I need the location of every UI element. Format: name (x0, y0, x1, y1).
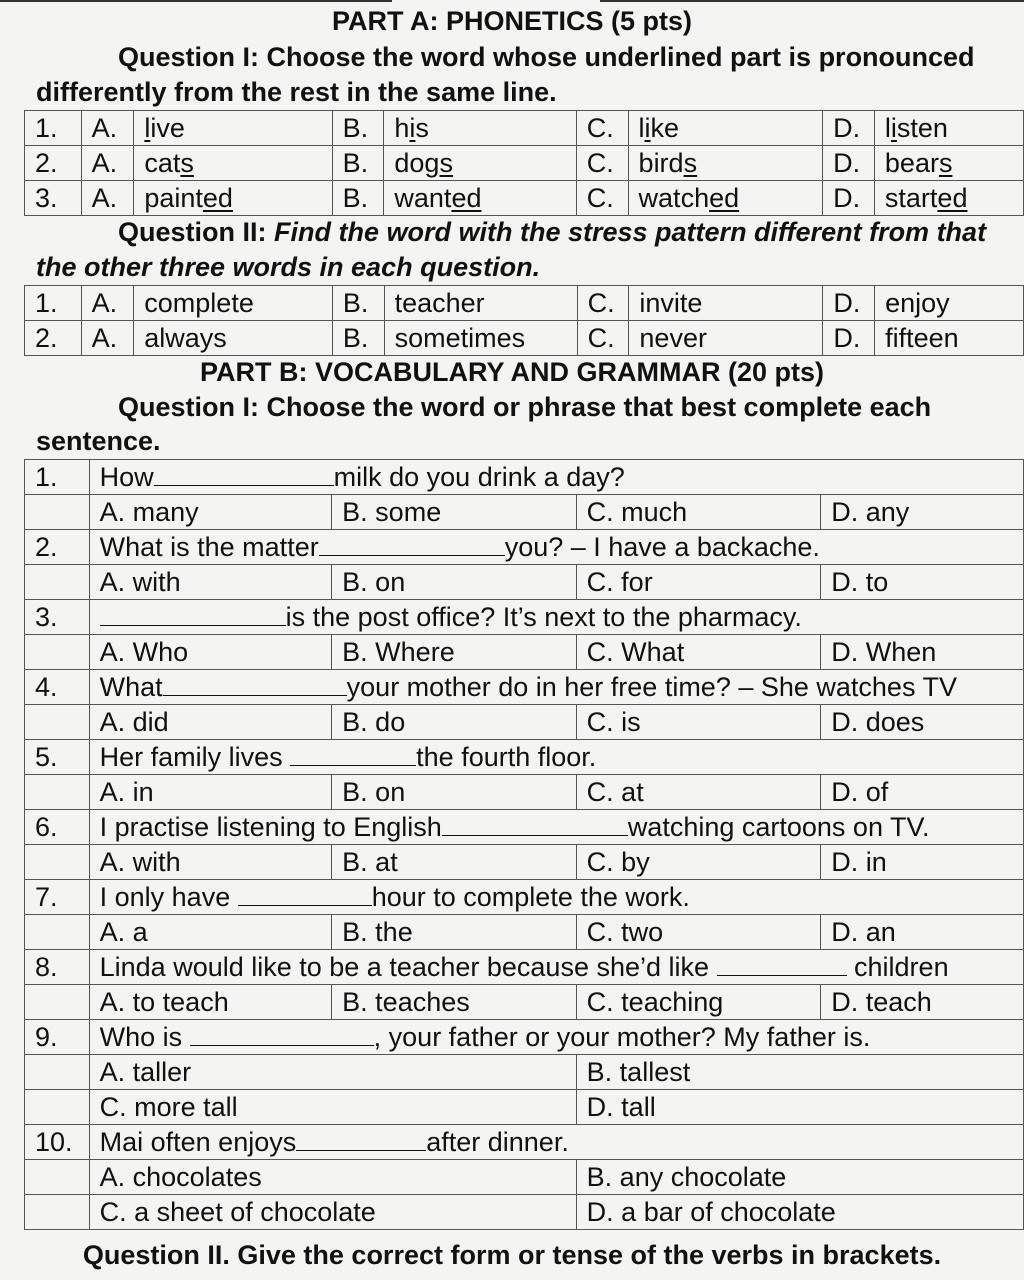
answer-option: D. teach (821, 985, 1024, 1020)
option-word (134, 146, 332, 181)
empty-cell (25, 1090, 90, 1125)
options-row (25, 845, 1024, 880)
answer-option: A. taller (89, 1055, 576, 1090)
answer-option: A. with (89, 565, 332, 600)
part-b-q1-instruction-line1: Question I: Choose the word or phrase that best complete each (118, 392, 932, 422)
word-part: want (394, 183, 452, 213)
question-row (25, 670, 1024, 705)
q2-instruction-italic: Find the word with the stress pattern different from that (274, 217, 987, 247)
empty-cell (25, 1055, 90, 1090)
empty-cell (25, 915, 90, 950)
answer-option: C. What (576, 635, 821, 670)
option-letter: C. (577, 321, 629, 356)
word-part: cat (144, 148, 181, 178)
underlined-part: i (409, 113, 416, 143)
option-letter: D. (823, 286, 875, 321)
option-letter: C. (576, 146, 628, 181)
options-row (25, 775, 1024, 810)
answer-option: A. to teach (89, 985, 332, 1020)
answer-blank (238, 883, 372, 906)
answer-option: C. for (576, 565, 821, 600)
question-row (25, 810, 1024, 845)
question-number: 1. (25, 286, 82, 321)
word-part: dog (394, 148, 440, 178)
word-part: start (884, 183, 938, 213)
question-number: 3. (25, 181, 82, 216)
option-word: fifteen (875, 321, 1024, 356)
option-word (384, 146, 576, 181)
underlined-part: ed (202, 183, 233, 213)
answer-option: A. in (89, 775, 332, 810)
question-text-after: is the post office? It’s next to the pharmacy. (285, 602, 802, 632)
answer-option: D. tall (576, 1090, 1023, 1125)
question-row (25, 460, 1024, 495)
answer-blank (717, 953, 847, 976)
question-text-before: Linda would like to be a teacher because she’d like (99, 952, 717, 982)
options-row (25, 915, 1024, 950)
option-word: complete (134, 286, 333, 321)
underlined-part: ed (937, 183, 968, 213)
part-a-q1-instruction-line2: differently from the rest in the same line. (36, 77, 557, 107)
question-row (25, 530, 1024, 565)
question-text-before: Who is (99, 1022, 190, 1052)
option-letter: C. (577, 286, 629, 321)
question-number: 4. (25, 670, 90, 705)
empty-cell (25, 845, 90, 880)
answer-option: B. teaches (332, 985, 577, 1020)
word-part: watch (638, 183, 710, 213)
question-text (89, 530, 1023, 565)
option-letter: A. (81, 286, 134, 321)
q2-instruction-italic-2: the other three words in each question. (36, 252, 541, 282)
question-row (25, 1125, 1024, 1160)
options-row (25, 705, 1024, 740)
option-letter: B. (332, 321, 384, 356)
question-number: 5. (25, 740, 90, 775)
option-word (874, 181, 1023, 216)
option-word: always (134, 321, 333, 356)
question-number: 10. (25, 1125, 90, 1160)
phonetics-row (25, 146, 1024, 181)
question-number: 9. (25, 1020, 90, 1055)
underlined-part: s (180, 148, 194, 178)
option-word (134, 181, 332, 216)
underlined-part: s (938, 148, 953, 178)
question-number: 8. (25, 950, 90, 985)
question-text (89, 810, 1023, 845)
question-text-after: hour to complete the work. (371, 882, 690, 912)
question-text (89, 670, 1023, 705)
option-letter: A. (81, 181, 134, 216)
question-number: 1. (25, 460, 90, 495)
option-letter: D. (823, 181, 875, 216)
question-text-before: What is the matter (99, 532, 319, 562)
question-text-before: I only have (99, 882, 238, 912)
top-border (0, 0, 1024, 3)
question-row (25, 600, 1024, 635)
answer-option: C. is (576, 705, 821, 740)
question-number: 1. (25, 111, 82, 146)
options-row (25, 565, 1024, 600)
question-text-before: How (99, 462, 154, 492)
question-text (89, 740, 1023, 775)
option-letter: D. (823, 111, 875, 146)
answer-option: A. chocolates (89, 1160, 576, 1195)
answer-option: B. tallest (576, 1055, 1023, 1090)
underlined-part: ed (451, 183, 482, 213)
option-letter: D. (823, 146, 875, 181)
empty-cell (25, 565, 90, 600)
empty-cell (25, 705, 90, 740)
part-a-q2-instruction-line1 (118, 215, 1024, 250)
question-text-before: Her family lives (99, 742, 291, 772)
option-word: enjoy (875, 286, 1024, 321)
answer-blank (442, 813, 628, 836)
answer-option: B. some (332, 495, 577, 530)
option-word: invite (629, 286, 823, 321)
answer-option: C. by (576, 845, 821, 880)
option-word (628, 146, 823, 181)
question-text (89, 1020, 1023, 1055)
stress-table (24, 285, 1024, 356)
underlined-part: l (144, 113, 151, 143)
question-text-after: the fourth floor. (416, 742, 597, 772)
option-word (874, 146, 1023, 181)
option-letter: A. (81, 111, 134, 146)
phonetics-row (25, 111, 1024, 146)
question-text (89, 880, 1023, 915)
word-part: h (394, 113, 410, 143)
empty-cell (25, 775, 90, 810)
underlined-part: ed (709, 183, 740, 213)
empty-cell (25, 495, 90, 530)
question-number: 2. (25, 146, 82, 181)
question-text-after: children (846, 952, 949, 982)
part-b-title: PART B: VOCABULARY AND GRAMMAR (20 pts) (200, 357, 824, 387)
question-number: 6. (25, 810, 90, 845)
answer-blank (290, 743, 416, 766)
word-part: paint (144, 183, 203, 213)
underlined-part: s (683, 148, 698, 178)
answer-option: A. Who (89, 635, 332, 670)
answer-option: D. does (821, 705, 1024, 740)
question-text-after: you? – I have a backache. (504, 532, 820, 562)
q2-label: Question II: (118, 217, 275, 247)
option-word (134, 111, 332, 146)
question-text-after: after dinner. (426, 1127, 569, 1157)
empty-cell (25, 1160, 90, 1195)
word-part: ive (150, 113, 185, 143)
phonetics-table (24, 110, 1024, 216)
question-row (25, 1020, 1024, 1055)
option-letter: B. (332, 146, 384, 181)
answer-option: A. with (89, 845, 332, 880)
word-part: l (884, 113, 891, 143)
answer-option: C. two (576, 915, 821, 950)
word-part: sten (896, 113, 948, 143)
option-word (384, 181, 576, 216)
question-text-after: , your father or your mother? My father is. (373, 1022, 871, 1052)
option-letter: A. (81, 321, 134, 356)
answer-option: B. any chocolate (576, 1160, 1023, 1195)
answer-option: C. teaching (576, 985, 821, 1020)
underlined-part: i (644, 113, 651, 143)
empty-cell (25, 985, 90, 1020)
question-text-before: What (99, 672, 163, 702)
question-text-after: milk do you drink a day? (333, 462, 625, 492)
question-number: 3. (25, 600, 90, 635)
part-a-q2-instruction-line2 (36, 250, 1016, 285)
answer-blank (163, 673, 347, 696)
question-row (25, 740, 1024, 775)
question-text-after: your mother do in her free time? – She watches TV (346, 672, 957, 702)
answer-option: B. Where (332, 635, 577, 670)
stress-row (25, 321, 1024, 356)
answer-blank (154, 463, 334, 486)
question-text (89, 950, 1023, 985)
answer-option: D. in (821, 845, 1024, 880)
option-word: teacher (384, 286, 577, 321)
grammar-table (24, 459, 1024, 1230)
word-part: l (638, 113, 645, 143)
question-text (89, 1125, 1023, 1160)
question-number: 2. (25, 321, 82, 356)
word-part: s (415, 113, 429, 143)
question-number: 2. (25, 530, 90, 565)
answer-option: D. any (821, 495, 1024, 530)
answer-blank (296, 1128, 426, 1151)
answer-option: C. a sheet of chocolate (89, 1195, 576, 1230)
option-word: sometimes (384, 321, 577, 356)
options-row (25, 985, 1024, 1020)
word-part: ke (650, 113, 680, 143)
answer-option: D. When (821, 635, 1024, 670)
answer-blank (100, 603, 286, 626)
option-letter: A. (81, 146, 134, 181)
answer-option: A. did (89, 705, 332, 740)
answer-option: B. the (332, 915, 577, 950)
answer-option: C. more tall (89, 1090, 576, 1125)
answer-blank (190, 1023, 374, 1046)
option-letter: D. (823, 321, 875, 356)
answer-option: D. to (821, 565, 1024, 600)
word-part: bird (638, 148, 684, 178)
empty-cell (25, 1195, 90, 1230)
option-word (628, 111, 823, 146)
empty-cell (25, 635, 90, 670)
option-letter: C. (576, 111, 628, 146)
question-row (25, 880, 1024, 915)
option-word (628, 181, 823, 216)
question-text-before: Mai often enjoys (99, 1127, 297, 1157)
part-a-title: PART A: PHONETICS (5 pts) (331, 6, 692, 36)
options-row (25, 1090, 1024, 1125)
answer-option: A. many (89, 495, 332, 530)
part-a-q1-instruction-line1: Question I: Choose the word whose underlined part is pronounced (118, 42, 975, 72)
answer-option: D. an (821, 915, 1024, 950)
options-row (25, 1195, 1024, 1230)
option-letter: B. (332, 181, 384, 216)
underlined-part: i (890, 113, 897, 143)
part-b-q2-instruction: Question II. Give the correct form or tense of the verbs in brackets. (82, 1240, 942, 1270)
options-row (25, 1055, 1024, 1090)
underlined-part: s (439, 148, 453, 178)
answer-option: A. a (89, 915, 332, 950)
answer-option: B. do (332, 705, 577, 740)
answer-option: B. on (332, 775, 577, 810)
option-letter: B. (332, 286, 384, 321)
question-row (25, 950, 1024, 985)
option-letter: B. (332, 111, 384, 146)
options-row (25, 635, 1024, 670)
answer-option: D. of (821, 775, 1024, 810)
answer-option: B. on (332, 565, 577, 600)
word-part: bear (884, 148, 939, 178)
question-text-before: I practise listening to English (99, 812, 442, 842)
option-word (384, 111, 576, 146)
answer-blank (319, 533, 505, 556)
option-letter: C. (576, 181, 628, 216)
answer-option: C. much (576, 495, 821, 530)
stress-row (25, 286, 1024, 321)
answer-option: C. at (576, 775, 821, 810)
option-word: never (629, 321, 823, 356)
answer-option: D. a bar of chocolate (576, 1195, 1023, 1230)
part-b-q1-instruction-line2: sentence. (36, 426, 161, 456)
question-number: 7. (25, 880, 90, 915)
options-row (25, 1160, 1024, 1195)
options-row (25, 495, 1024, 530)
option-word (874, 111, 1023, 146)
question-text-after: watching cartoons on TV. (627, 812, 930, 842)
question-text (89, 460, 1023, 495)
phonetics-row (25, 181, 1024, 216)
question-text (89, 600, 1023, 635)
answer-option: B. at (332, 845, 577, 880)
